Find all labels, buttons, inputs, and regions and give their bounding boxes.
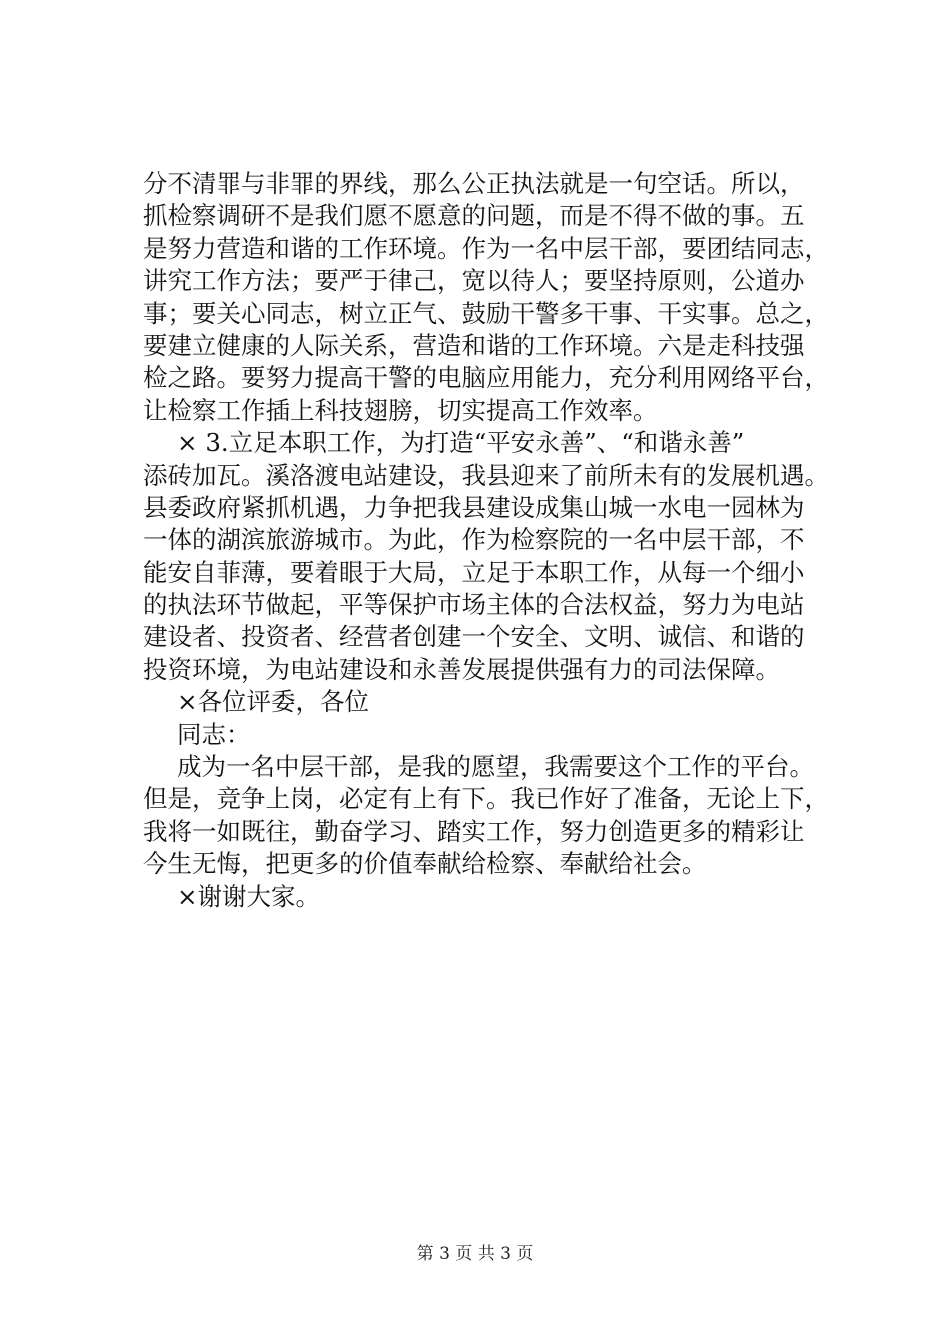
body-line: 是努力营造和谐的工作环境。作为一名中层干部，要团结同志，	[143, 233, 829, 263]
body-line: × 3.立足本职工作，为打造“平安永善”、“和谐永善”	[177, 428, 745, 458]
body-line: 同志：	[177, 719, 251, 749]
body-line: 要建立健康的人际关系，营造和谐的工作环境。六是走科技强	[143, 330, 805, 360]
body-line: 添砖加瓦。溪洛渡电站建设，我县迎来了前所未有的发展机遇。	[143, 460, 829, 490]
body-line: 讲究工作方法；要严于律己，宽以待人；要坚持原则，公道办	[143, 266, 805, 296]
body-line: 事；要关心同志，树立正气、鼓励干警多干事、干实事。总之，	[143, 298, 829, 328]
body-line: 的执法环节做起，平等保护市场主体的合法权益，努力为电站	[143, 590, 805, 620]
page-footer: 第 3 页 共 3 页	[416, 1244, 534, 1264]
body-line: 投资环境，为电站建设和永善发展提供强有力的司法保障。	[143, 654, 780, 684]
body-line: 分不清罪与非罪的界线，那么公正执法就是一句空话。所以，	[143, 169, 805, 198]
body-line: 让检察工作插上科技翅膀，切实提高工作效率。	[143, 395, 658, 425]
body-line: 我将一如既往，勤奋学习、踏实工作，努力创造更多的精彩让	[143, 816, 805, 846]
body-line: ×谢谢大家。	[177, 881, 321, 911]
body-line: 成为一名中层干部，是我的愿望，我需要这个工作的平台。	[177, 752, 814, 782]
body-line: 一体的湖滨旅游城市。为此，作为检察院的一名中层干部，不	[143, 525, 805, 555]
body-line: 建设者、投资者、经营者创建一个安全、文明、诚信、和谐的	[143, 622, 805, 652]
body-line: 检之路。要努力提高干警的电脑应用能力，充分利用网络平台，	[143, 363, 829, 393]
body-line: ×各位评委，各位	[177, 687, 370, 717]
body-line: 但是，竞争上岗，必定有上有下。我已作好了准备，无论上下，	[143, 784, 829, 814]
body-line: 今生无悔，把更多的价值奉献给检察、奉献给社会。	[143, 849, 707, 879]
body-line: 县委政府紧抓机遇，力争把我县建设成集山城一水电一园林为	[143, 492, 805, 522]
document-body	[143, 168, 843, 913]
body-line: 抓检察调研不是我们愿不愿意的问题，而是不得不做的事。五	[143, 201, 805, 231]
body-line: 能安自菲薄，要着眼于大局，立足于本职工作，从每一个细小	[143, 557, 805, 587]
